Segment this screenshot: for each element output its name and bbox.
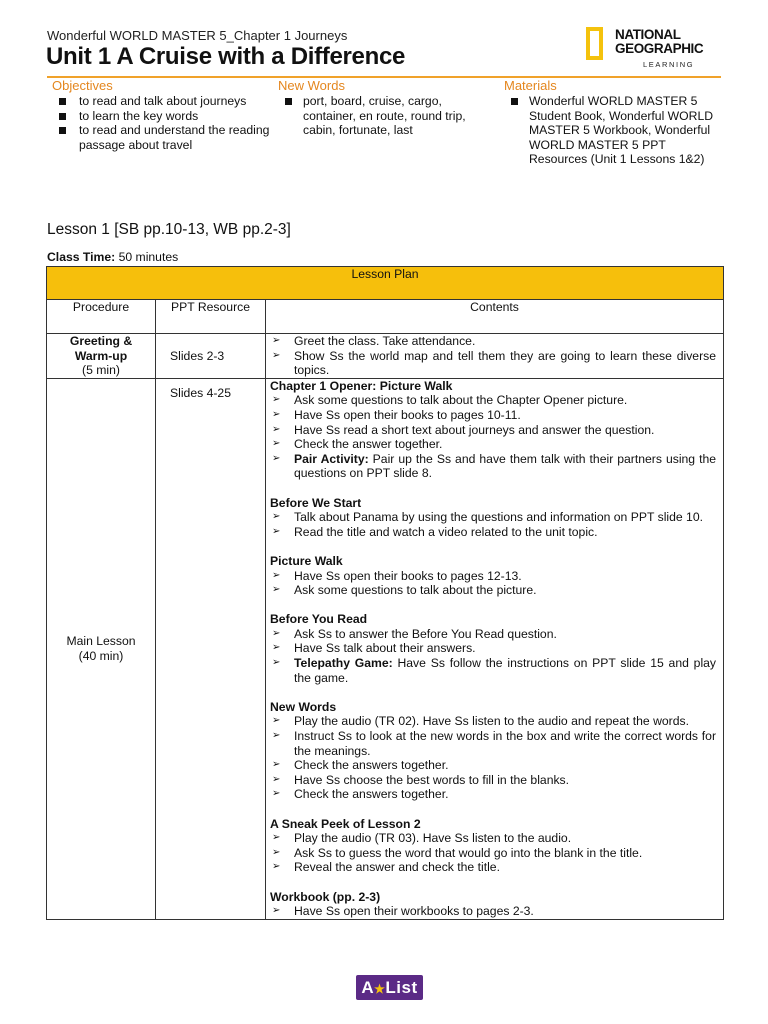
section-title: Before We Start	[270, 495, 362, 510]
list-item: ➢ Have Ss open their books to pages 10-11.	[270, 408, 716, 423]
list-item: ➢ Have Ss choose the best words to fill in the blanks.	[270, 773, 716, 788]
activity-text: Have Ss follow the instructions on PPT slide 15 and play the game.	[294, 656, 717, 685]
list-item: ➢ Ask Ss to answer the Before You Read question.	[270, 627, 716, 642]
list-item: to read and talk about journeys	[52, 94, 277, 109]
materials-column	[504, 78, 716, 167]
section-picture-walk	[270, 554, 716, 598]
list-item: ➢ Have Ss read a short text about journeys and answer the question.	[270, 423, 716, 438]
column-header-procedure: Procedure	[47, 300, 156, 334]
contents-cell-main	[266, 378, 724, 919]
procedure-cell-main	[47, 378, 156, 919]
objectives-heading: Objectives	[52, 78, 113, 93]
list-item: ➢ Show Ss the world map and tell them they are going to learn these diverse topics.	[270, 349, 716, 378]
procedure-name: Greeting &	[69, 334, 133, 348]
section-before-we-start	[270, 496, 716, 540]
list-item: ➢ Ask some questions to talk about the Chapter Opener picture.	[270, 393, 716, 408]
a-list-logo	[356, 975, 423, 1000]
table-row	[47, 378, 724, 919]
lesson-title: Lesson 1 [SB pp.10-13, WB pp.2-3]	[47, 221, 291, 238]
table-header-row	[47, 300, 724, 334]
list-item: ➢ Reveal the answer and check the title.	[270, 860, 716, 875]
logo-line-1: NATIONAL	[615, 27, 681, 42]
activity-text: Pair up the Ss and have them talk with their partners using the questions on PPT slide 8.	[294, 451, 717, 481]
list-item: ➢ Greet the class. Take attendance.	[270, 334, 716, 349]
procedure-cell-warmup	[47, 334, 156, 379]
list-item: ➢ Ask Ss to guess the word that would go into the blank in the title.	[270, 846, 716, 861]
star-icon: ★	[374, 982, 386, 996]
column-header-ppt: PPT Resource	[156, 300, 266, 334]
activity-label: Telepathy Game:	[294, 656, 393, 671]
procedure-name: Warm-up	[74, 348, 128, 363]
section-title: Chapter 1 Opener: Picture Walk	[270, 378, 453, 393]
logo-line-3: LEARNING	[643, 60, 695, 69]
table-title-row	[47, 267, 724, 300]
materials-list	[504, 94, 716, 167]
procedure-name: Main Lesson	[66, 634, 136, 649]
national-geographic-logo	[586, 27, 716, 71]
section-title: New Words	[270, 699, 337, 714]
list-item: ➢ Have Ss open their workbooks to pages 2-3.	[270, 904, 716, 919]
list-item: ➢ Ask some questions to talk about the picture.	[270, 583, 716, 598]
list-item	[270, 452, 716, 481]
list-item: Wonderful WORLD MASTER 5 Student Book, Wonderful WORLD MASTER 5 Workbook, Wonderful WORLD MASTER 5 PPT Resources (Unit 1 Lessons 1&2)	[504, 94, 716, 167]
contents-cell-warmup	[266, 334, 724, 379]
section-title: Before You Read	[270, 612, 368, 627]
class-time-label: Class Time:	[47, 250, 116, 264]
list-item: ➢ Talk about Panama by using the questions and information on PPT slide 10.	[270, 510, 716, 525]
list-item: to read and understand the reading passage about travel	[52, 123, 277, 152]
new-words-column	[278, 78, 488, 138]
list-item	[270, 656, 716, 685]
list-item: ➢ Check the answers together.	[270, 787, 716, 802]
section-new-words	[270, 700, 716, 802]
list-item: port, board, cruise, cargo, container, en route, round trip, cabin, fortunate, last	[278, 94, 488, 138]
section-opener	[270, 379, 716, 481]
a-list-a: A	[361, 978, 375, 997]
list-item: ➢ Play the audio (TR 02). Have Ss listen to the audio and repeat the words.	[270, 714, 716, 729]
activity-label: Pair Activity:	[294, 451, 369, 466]
section-title: Workbook (pp. 2-3)	[270, 889, 381, 904]
document-subtitle: Wonderful WORLD MASTER 5_Chapter 1 Journeys	[47, 28, 348, 43]
new-words-list	[278, 94, 488, 138]
new-words-heading: New Words	[278, 78, 345, 93]
objectives-column	[52, 78, 277, 152]
list-item: ➢ Check the answers together.	[270, 758, 716, 773]
column-header-contents: Contents	[266, 300, 724, 334]
lesson-plan-table	[46, 266, 724, 920]
procedure-time: (5 min)	[82, 363, 120, 378]
ppt-cell-main: Slides 4-25	[156, 378, 266, 919]
procedure-time: (40 min)	[78, 648, 124, 663]
list-item: ➢ Instruct Ss to look at the new words in the box and write the correct words for the meanings.	[270, 729, 716, 758]
list-item: ➢ Read the title and watch a video related to the unit topic.	[270, 525, 716, 540]
section-workbook	[270, 890, 716, 919]
section-title: A Sneak Peek of Lesson 2	[270, 816, 421, 831]
section-title: Picture Walk	[270, 553, 343, 568]
list-item: ➢ Check the answer together.	[270, 437, 716, 452]
section-sneak-peek	[270, 817, 716, 875]
a-list-text: List	[385, 978, 418, 997]
class-time	[47, 250, 178, 264]
list-item: ➢ Play the audio (TR 03). Have Ss listen to the audio.	[270, 831, 716, 846]
logo-yellow-frame-icon	[586, 27, 603, 60]
table-row	[47, 334, 724, 379]
objectives-list	[52, 94, 277, 152]
table-title: Lesson Plan	[47, 267, 724, 300]
list-item: ➢ Have Ss talk about their answers.	[270, 641, 716, 656]
document-title: Unit 1 A Cruise with a Difference	[46, 43, 406, 70]
list-item: ➢ Have Ss open their books to pages 12-13.	[270, 569, 716, 584]
list-item: to learn the key words	[52, 109, 277, 124]
section-before-you-read	[270, 612, 716, 685]
materials-heading: Materials	[504, 78, 557, 93]
ppt-cell-warmup: Slides 2-3	[156, 334, 266, 379]
class-time-value: 50 minutes	[118, 250, 179, 264]
logo-line-2: GEOGRAPHIC	[615, 41, 704, 56]
